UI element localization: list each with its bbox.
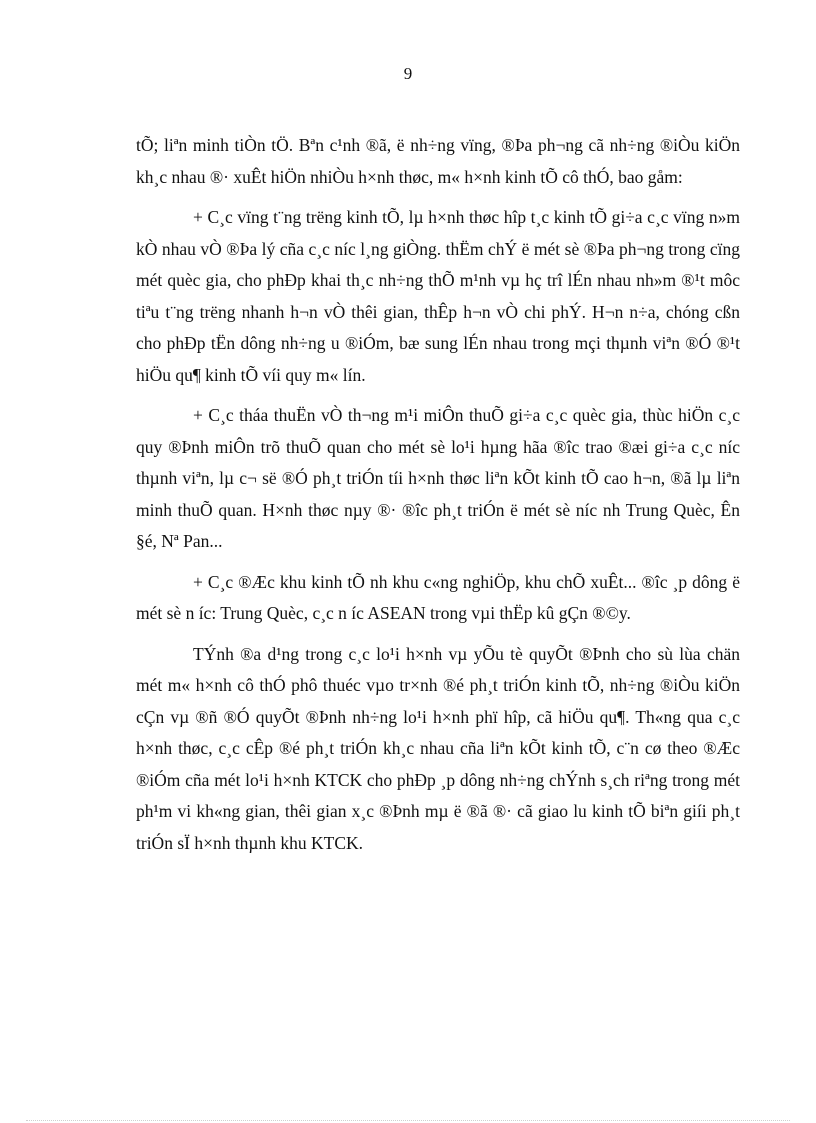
paragraph: + C¸c ®Æc khu kinh tÕ nh khu c«ng nghiÖp, khu chÕ xuÊt... ®îc ¸p dông ë mét sè n íc: Trung Quèc, c¸c n íc ASEAN trong vµi thËp kû gÇn ®©y.: [136, 571, 740, 623]
paragraph: + C¸c vïng t¨ng trëng kinh tÕ, lµ h×nh thøc hîp t¸c kinh tÕ gi÷a c¸c vïng n»m kÒ nhau vÒ ®Þa lý cña c¸c níc l¸ng giÒng. thËm chÝ ë mét sè ®Þa ph¬ng trong cïng mét quèc gia, cho phÐp khai th¸c nh÷ng thÕ m¹nh vµ hç trî lÉn nhau nh»m ®¹t môc tiªu t¨ng trëng nhanh h¬n vÒ thêi gian, thÊp h¬n vÒ chi phÝ. H¬n n÷a, chóng cßn cho phÐp tËn dông nh÷ng u ®iÓm, bæ sung lÉn nhau trong mçi thµnh viªn ®Ó ®¹t hiÖu qu¶ kinh tÕ víi quy m« lín.: [136, 207, 740, 385]
page-bottom-divider: [26, 1120, 790, 1121]
paragraph: TÝnh ®a d¹ng trong c¸c lo¹i h×nh vµ yÕu tè quyÕt ®Þnh cho sù lùa chän mét m« h×nh cô thÓ phô thuéc vµo tr×nh ®é ph¸t triÓn kinh tÕ, nh÷ng ®iÒu kiÖn cÇn vµ ®ñ ®Ó quyÕt ®Þnh nh÷ng lo¹i h×nh phï hîp, cã hiÖu qu¶. Th«ng qua c¸c h×nh thøc, c¸c cÊp ®é ph¸t triÓn kh¸c nhau cña liªn kÕt kinh tÕ, c¨n cø theo ®Æc ®iÓm cña mét lo¹i h×nh KTCK cho phÐp ¸p dông nh÷ng chÝnh s¸ch riªng trong mét ph¹m vi kh«ng gian, thêi gian x¸c ®Þnh mµ ë ®ã ®· cã giao lu kinh tÕ biªn giíi ph¸t triÓn sÏ h×nh thµnh khu KTCK.: [136, 643, 740, 853]
paragraph: + C¸c tháa thuËn vÒ th¬ng m¹i miÔn thuÕ gi÷a c¸c quèc gia, thùc hiÖn c¸c quy ®Þnh miÔn trõ thuÕ quan cho mét sè lo¹i hµng hãa ®îc trao ®æi gi÷a c¸c níc thµnh viªn, lµ c¬ së ®Ó ph¸t triÓn tíi h×nh thøc liªn kÕt kinh tÕ cao h¬n, ®ã lµ liªn minh thuÕ quan. H×nh thøc nµy ®· ®îc ph¸t triÓn ë mét sè níc nh Trung Quèc, Ên §é, Nª Pan...: [136, 405, 740, 551]
page-number: 9: [403, 64, 413, 83]
body-text: [136, 130, 740, 868]
paragraph: tÕ; liªn minh tiÒn tÖ. Bªn c¹nh ®ã, ë nh÷ng vïng, ®Þa ph¬ng cã nh÷ng ®iÒu kiÖn kh¸c nhau ®· xuÊt hiÖn nhiÒu h×nh thøc, m« h×nh kinh tÕ cô thÓ, bao gåm:: [136, 135, 740, 187]
